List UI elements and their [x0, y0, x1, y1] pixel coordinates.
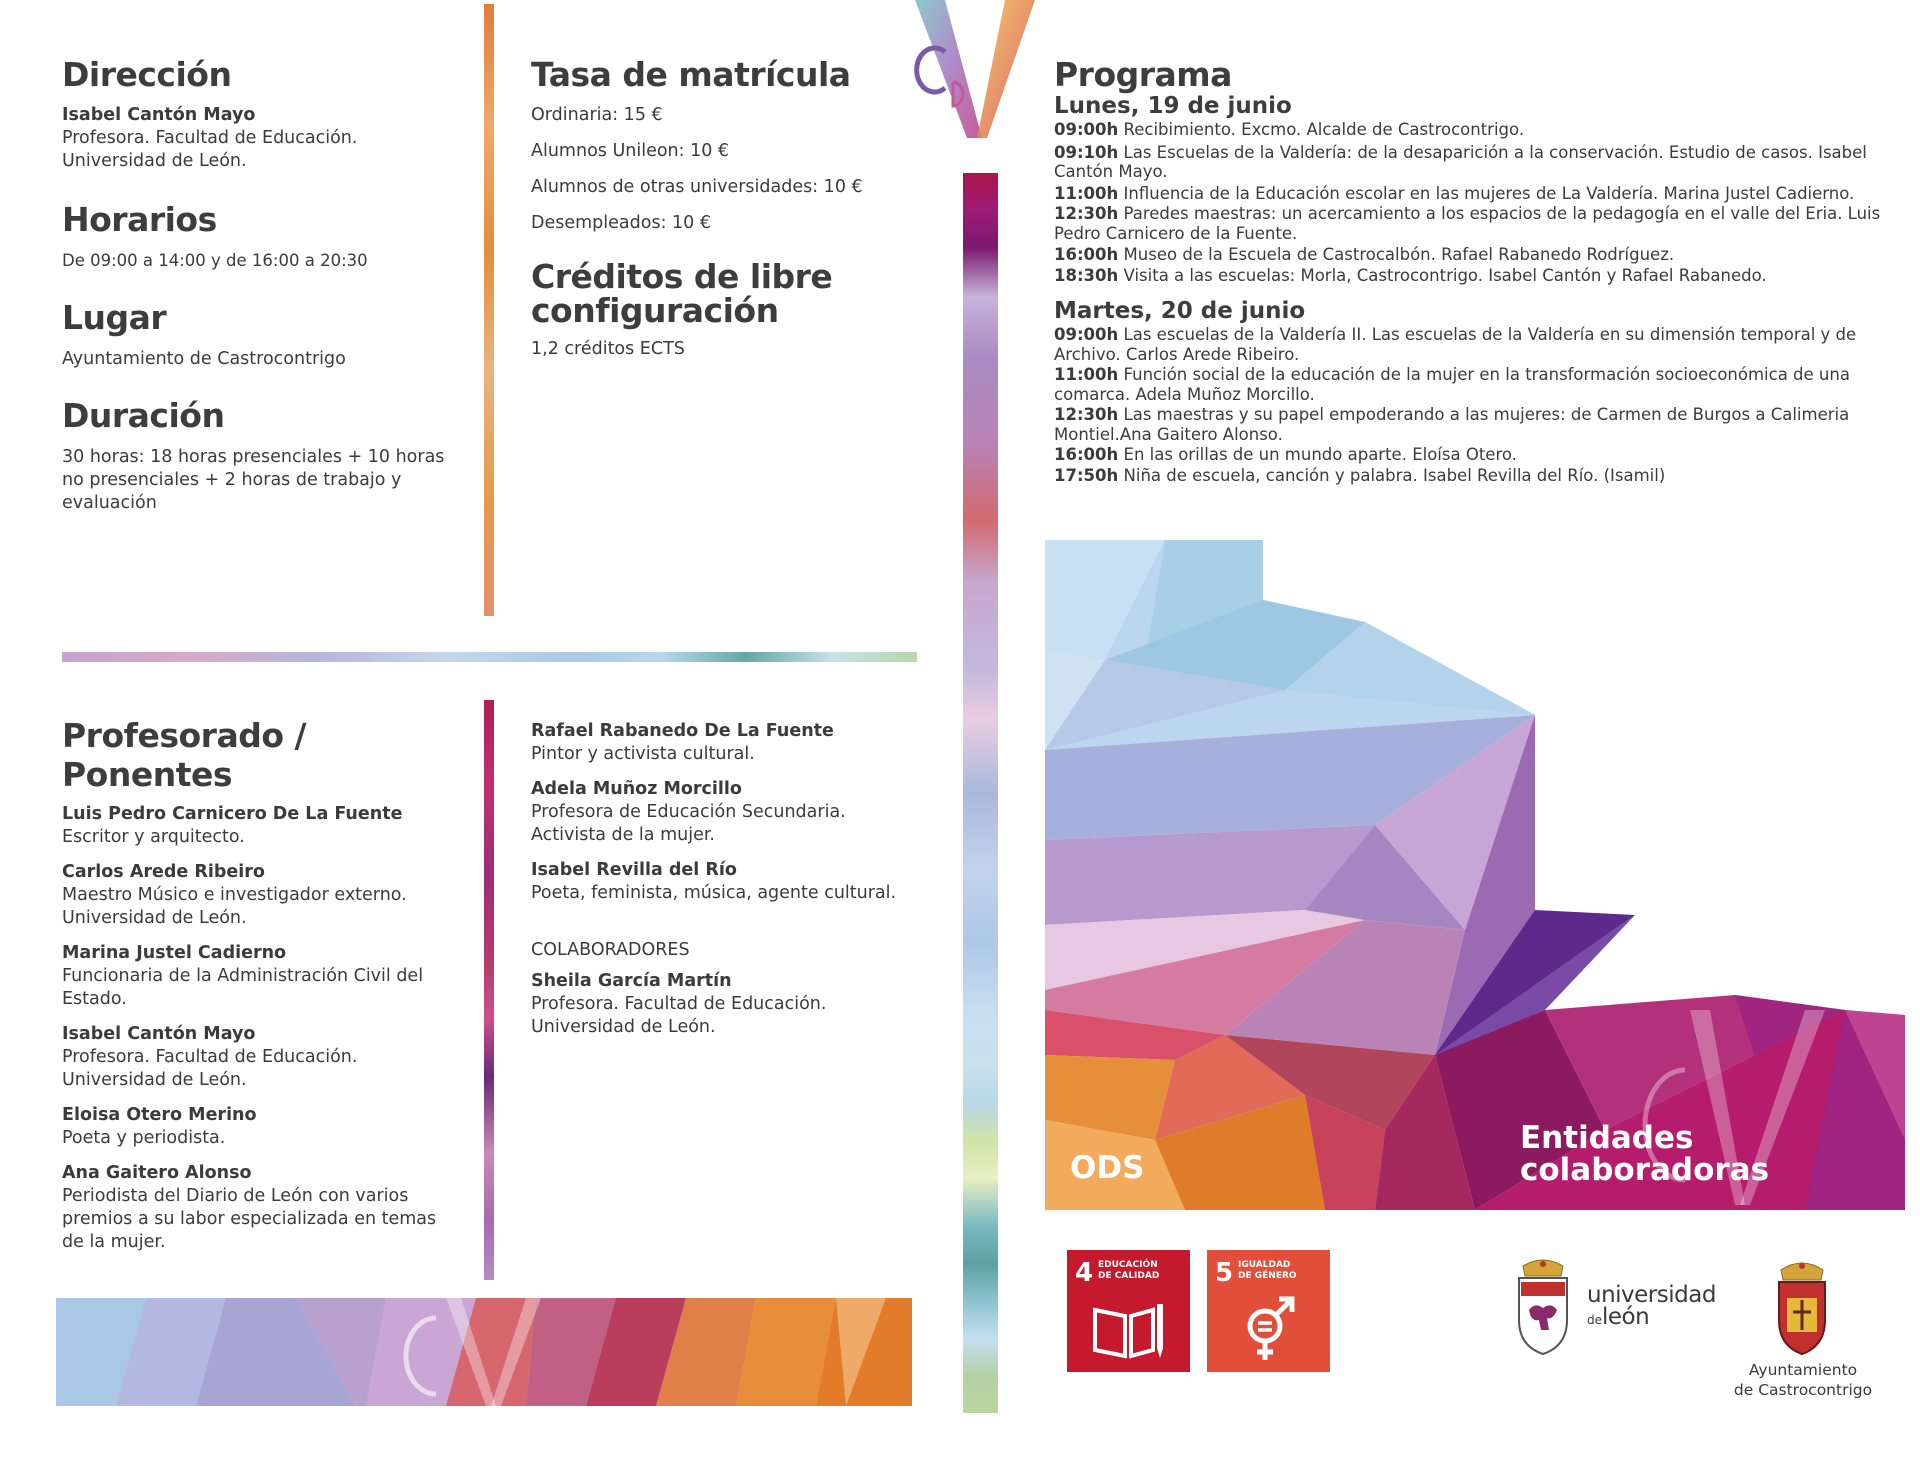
- programa-text: Función social de la educación de la mujer en la transformación socioeconómica de una: [1123, 365, 1850, 384]
- creditos-text: 1,2 créditos ECTS: [531, 339, 685, 359]
- programa-text: Las escuelas de la Valdería II. Las escuelas de la Valdería en su dimensión temporal y de: [1123, 325, 1857, 344]
- tasa-item: Ordinaria: 15 €: [531, 105, 663, 125]
- programa-text: Visita a las escuelas: Morla, Castrocontrigo. Isabel Cantón y Rafael Rabanedo.: [1123, 265, 1767, 285]
- sdg-label-line2: DE CALIDAD: [1098, 1271, 1160, 1281]
- separator-bar-top: [484, 4, 494, 616]
- programa-text: Niña de escuela, canción y palabra. Isabel Revilla del Río. (Isamil): [1123, 465, 1666, 485]
- bottom-decorative-banner: [56, 1298, 912, 1406]
- section-tasa: [531, 55, 931, 248]
- book-icon: [1091, 1300, 1167, 1360]
- programa-text: comarca. Adela Muñoz Morcillo.: [1054, 384, 1315, 404]
- person-name: Sheila García Martín: [531, 971, 732, 991]
- person-role: Periodista del Diario de León con varios: [62, 1186, 409, 1206]
- section-direccion: [62, 55, 462, 173]
- colaboradores-title: COLABORADORES: [531, 940, 690, 960]
- programa-text: Recibimiento. Excmo. Alcalde de Castrocontrigo.: [1123, 120, 1525, 139]
- gender-equality-icon: [1237, 1294, 1301, 1366]
- sdg-5-badge: [1207, 1250, 1330, 1372]
- person-role: Maestro Músico e investigador externo.: [62, 885, 407, 905]
- section-creditos: [531, 257, 931, 361]
- person-name: Marina Justel Cadierno: [62, 943, 287, 963]
- person-name: Rafael Rabanedo De La Fuente: [531, 721, 834, 741]
- programa-time: 11:00h: [1054, 365, 1119, 384]
- ule-leon: león: [1602, 1304, 1650, 1330]
- person-name: Carlos Arede Ribeiro: [62, 862, 265, 882]
- section-profesorado: [62, 716, 472, 1266]
- programa-text: Influencia de la Educación escolar en las mujeres de La Valdería. Marina Justel Cadierno.: [1123, 183, 1855, 203]
- duracion-line: evaluación: [62, 493, 157, 513]
- programa-text: En las orillas de un mundo aparte. Eloísa Otero.: [1123, 445, 1517, 464]
- programa-title: Programa: [1054, 55, 1232, 94]
- programa-time: 12:30h: [1054, 204, 1119, 223]
- creditos-title-line2: configuración: [531, 291, 779, 330]
- sdg-number: 5: [1215, 1258, 1234, 1288]
- person-name: Adela Muñoz Morcillo: [531, 779, 742, 799]
- programa-text: Las Escuelas de la Valdería: de la desaparición a la conservación. Estudio de casos. Isabel: [1123, 142, 1867, 162]
- programa-time: 09:10h: [1054, 142, 1119, 162]
- ayto-line1: Ayuntamiento: [1748, 1361, 1858, 1379]
- duracion-line: 30 horas: 18 horas presenciales + 10 horas: [62, 447, 445, 467]
- programa-time: 18:30h: [1054, 265, 1119, 285]
- section-lugar: [62, 298, 462, 371]
- sdg-label-line2: DE GÉNERO: [1238, 1271, 1297, 1281]
- person-role: Universidad de León.: [62, 908, 247, 928]
- programa-item: [1054, 466, 1894, 486]
- list-item: [62, 1104, 472, 1150]
- person-role: Profesora. Facultad de Educación.: [531, 994, 827, 1014]
- programa-item: [1054, 120, 1894, 140]
- person-role: Poeta y periodista.: [62, 1128, 226, 1148]
- list-item: [62, 942, 472, 1011]
- programa-time: 12:30h: [1054, 405, 1119, 424]
- programa-item: [1054, 405, 1894, 444]
- tasa-item: Desempleados: 10 €: [531, 213, 711, 233]
- tasa-item: Alumnos Unileon: 10 €: [531, 141, 730, 161]
- direccion-name: Isabel Cantón Mayo: [62, 105, 256, 125]
- direccion-title: Dirección: [62, 55, 232, 94]
- lugar-text: Ayuntamiento de Castrocontrigo: [62, 349, 346, 369]
- creditos-title-line1: Créditos de libre: [531, 257, 833, 296]
- programa-day-title: Martes, 20 de junio: [1054, 298, 1306, 324]
- list-item: [531, 970, 941, 1039]
- center-decorative-strip: [963, 173, 998, 1413]
- programa-item: [1054, 245, 1894, 265]
- entidades-label: [1520, 1122, 1769, 1186]
- lugar-title: Lugar: [62, 298, 167, 337]
- ule-de: de: [1587, 1313, 1602, 1327]
- programa-time: 11:00h: [1054, 183, 1119, 203]
- sdg-label: [1098, 1260, 1159, 1282]
- ayuntamiento-shield-icon: [1773, 1258, 1831, 1358]
- section-duracion: [62, 396, 462, 515]
- programa-time: 09:00h: [1054, 120, 1119, 139]
- duracion-line: no presenciales + 2 horas de trabajo y: [62, 470, 402, 490]
- ods-label: ODS: [1070, 1150, 1145, 1186]
- programa-text: Montiel.Ana Gaitero Alonso.: [1054, 424, 1283, 444]
- programa-text: Cantón Mayo.: [1054, 162, 1168, 181]
- ayto-line2: de Castrocontrigo: [1733, 1381, 1873, 1399]
- direccion-line: Universidad de León.: [62, 151, 247, 171]
- duracion-title: Duración: [62, 396, 225, 435]
- person-name: Eloisa Otero Merino: [62, 1105, 257, 1125]
- separator-bar-bottom: [484, 700, 494, 1280]
- tasa-title: Tasa de matrícula: [531, 55, 851, 94]
- direccion-line: Profesora. Facultad de Educación.: [62, 128, 358, 148]
- person-role: Profesora de Educación Secundaria.: [531, 802, 846, 822]
- entidades-label-line2: colaboradoras: [1520, 1152, 1770, 1188]
- person-role: Estado.: [62, 989, 127, 1009]
- sdg-4-badge: [1067, 1250, 1190, 1372]
- list-item: [531, 778, 941, 847]
- profesorado-title: Profesorado / Ponentes: [62, 716, 307, 794]
- programa-item: [1054, 445, 1894, 465]
- person-role: Universidad de León.: [531, 1017, 716, 1037]
- horarios-title: Horarios: [62, 200, 217, 239]
- person-role: Profesora. Facultad de Educación.: [62, 1047, 358, 1067]
- universidad-leon-logo-text: [1587, 1283, 1716, 1330]
- sdg-label: [1238, 1260, 1297, 1282]
- programa-item: [1054, 184, 1894, 204]
- programa-text: Pedro Carnicero de la Fuente.: [1054, 223, 1298, 243]
- person-role: Poeta, feminista, música, agente cultural.: [531, 883, 897, 903]
- programa-day-title: Lunes, 19 de junio: [1054, 93, 1292, 119]
- person-name: Isabel Revilla del Río: [531, 860, 737, 880]
- ayuntamiento-logo-text: [1708, 1360, 1898, 1400]
- polygon-art-banner: [1045, 540, 1905, 1210]
- ule-line1: universidad: [1587, 1282, 1716, 1308]
- person-role: Escritor y arquitecto.: [62, 827, 245, 847]
- programa-text: Paredes maestras: un acercamiento a los espacios de la pedagogía en el valle del Eria. Luis: [1123, 204, 1881, 223]
- sdg-number: 4: [1075, 1258, 1094, 1288]
- programa-item: [1054, 365, 1894, 404]
- programa-time: 17:50h: [1054, 465, 1119, 485]
- programa-item: [1054, 204, 1894, 243]
- person-name: Ana Gaitero Alonso: [62, 1163, 252, 1183]
- programa-time: 09:00h: [1054, 325, 1119, 344]
- programa-time: 16:00h: [1054, 445, 1119, 464]
- list-item: [62, 1162, 472, 1254]
- list-item: [531, 720, 941, 766]
- list-item: [62, 861, 472, 930]
- programa-text: Las maestras y su papel empoderando a las mujeres: de Carmen de Burgos a Calimeria: [1123, 405, 1850, 424]
- programa-text: Archivo. Carlos Arede Ribeiro.: [1054, 344, 1300, 364]
- programa-item: [1054, 143, 1894, 182]
- section-ponentes-right: [531, 720, 941, 1051]
- list-item: [531, 859, 941, 905]
- programa-time: 16:00h: [1054, 245, 1119, 264]
- programa-item: [1054, 266, 1894, 286]
- entidades-label-line1: Entidades: [1520, 1120, 1694, 1156]
- sdg-label-line1: IGUALDAD: [1238, 1260, 1291, 1270]
- person-role: Pintor y activista cultural.: [531, 744, 755, 764]
- person-name: Isabel Cantón Mayo: [62, 1024, 256, 1044]
- section-programa: [1054, 55, 1894, 485]
- sdg-label-line1: EDUCACIÓN: [1098, 1260, 1158, 1270]
- horarios-text: De 09:00 a 14:00 y de 16:00 a 20:30: [62, 251, 368, 270]
- person-role: Universidad de León.: [62, 1070, 247, 1090]
- section-horarios: [62, 200, 462, 272]
- person-role: Activista de la mujer.: [531, 825, 715, 845]
- person-role: de la mujer.: [62, 1232, 166, 1252]
- separator-bar-horizontal: [62, 652, 917, 662]
- programa-item: [1054, 325, 1894, 364]
- list-item: [62, 1023, 472, 1092]
- person-name: Luis Pedro Carnicero De La Fuente: [62, 804, 403, 824]
- person-role: Funcionaria de la Administración Civil del: [62, 966, 424, 986]
- programa-text: Museo de la Escuela de Castrocalbón. Rafael Rabanedo Rodríguez.: [1123, 245, 1675, 264]
- list-item: [62, 803, 472, 849]
- tasa-item: Alumnos de otras universidades: 10 €: [531, 177, 863, 197]
- person-role: premios a su labor especializada en temas: [62, 1209, 437, 1229]
- universidad-leon-shield-icon: [1513, 1258, 1573, 1358]
